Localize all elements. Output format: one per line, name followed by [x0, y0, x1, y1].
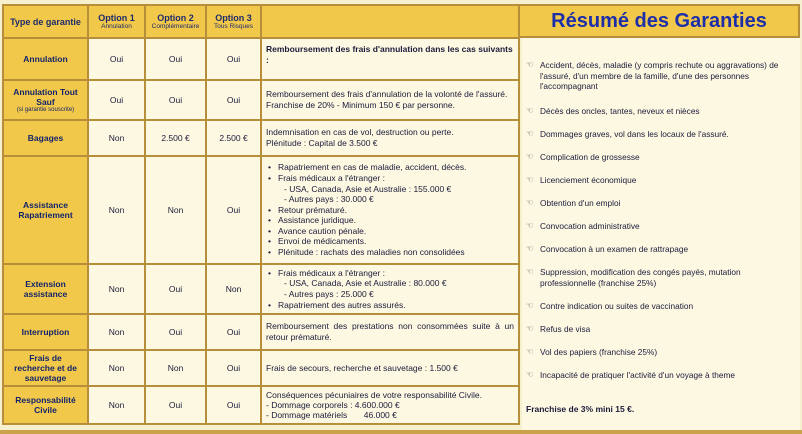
list-item: • Plénitude : rachats des maladies non consolidées [278, 247, 514, 258]
list-item: ☜ Convocation à un examen de rattrapage [526, 244, 689, 254]
row-description: Frais de secours, recherche et sauvetage : 1.500 € [261, 350, 519, 386]
list-item: - Autres pays : 30.000 € [284, 194, 374, 205]
hand-pointer-icon: ☜ [526, 301, 534, 310]
option-2-value: Oui [145, 386, 206, 424]
list-item: - USA, Canada, Asie et Australie : 155.000 € [284, 183, 452, 194]
list-item: ☜ Refus de visa [526, 324, 591, 334]
option-2-value: Non [145, 156, 206, 264]
hand-pointer-icon: ☜ [526, 267, 534, 276]
table-row-annulation [3, 38, 519, 80]
hand-pointer-icon: ☜ [526, 324, 534, 333]
list-item: - USA, Canada, Asie et Australie : 80.000 € [284, 278, 447, 289]
option-1-value: Non [88, 314, 145, 350]
option-2-value: Oui [145, 80, 206, 120]
row-description: Conséquences pécuniaires de votre responsabilité Civile. - Dommage corporels : 4.600.000 € - Dommage matériels 46.000 € [261, 386, 519, 424]
option-1-value: Non [88, 120, 145, 156]
header-option-1: Option 1 Annulation [88, 5, 145, 38]
list-item: - Autres pays : 25.000 € [284, 289, 374, 299]
list-item: • Frais médicaux a l'étranger : [278, 173, 514, 184]
list-item: • Assistance juridique. [278, 215, 514, 226]
list-item: • Frais médicaux a l'étranger : [278, 268, 514, 279]
option-3-value: Oui [206, 386, 261, 424]
row-label: Frais de recherche et de sauvetage [3, 350, 88, 386]
row-label: Extension assistance [3, 264, 88, 314]
hand-pointer-icon: ☜ [526, 244, 534, 253]
hand-pointer-icon: ☜ [526, 198, 534, 207]
list-item: ☜ Contre indication ou suites de vaccination [526, 301, 694, 311]
row-description [261, 156, 519, 264]
hand-pointer-icon: ☜ [526, 60, 534, 69]
row-label: Bagages [3, 120, 88, 156]
row-description: Remboursement des prestations non consommées suite à un retour prématuré. [261, 314, 519, 350]
row-label: Annulation Tout Sauf (si garantie souscrite) [3, 80, 88, 120]
option-2-value: Non [145, 350, 206, 386]
table-row-recherche [3, 350, 519, 386]
option-2-value: Oui [145, 38, 206, 80]
list-item: ☜ Obtention d'un emploi [526, 198, 621, 208]
guarantees-table [2, 4, 520, 425]
list-item: ☜ Complication de grossesse [526, 152, 640, 162]
list-item: ☜ Incapacité de pratiquer l'activité d'un voyage à theme [526, 370, 736, 380]
option-1-value: Oui [88, 80, 145, 120]
list-item: • Rapatriement des autres assurés. [278, 300, 514, 311]
annulation-causes-list [522, 38, 800, 430]
table-row-responsabilite [3, 386, 519, 424]
list-item: • Envoi de médicaments. [278, 236, 514, 247]
hand-pointer-icon: ☜ [526, 221, 534, 230]
table-row-assistance [3, 156, 519, 264]
row-description: Remboursement des frais d'annulation de la volonté de l'assuré. Franchise de 20% - Minimum 150 € par personne. [261, 80, 519, 120]
bottom-border [0, 430, 802, 434]
option-1-value: Non [88, 350, 145, 386]
list-item: ☜ Accident, décès, maladie (y compris rechute ou aggravations) de l'assuré, d'un membre de la famille, d'une des personnes l'accompagnant [526, 60, 779, 91]
row-description: Remboursement des frais d'annulation dans les cas suivants : [261, 38, 519, 80]
header-option-3: Option 3 Tous Risques [206, 5, 261, 38]
table-row-bagages [3, 120, 519, 156]
header-description [261, 5, 519, 38]
option-3-value: Oui [206, 314, 261, 350]
option-3-value: 2.500 € [206, 120, 261, 156]
header-type-garantie: Type de garantie [3, 5, 88, 38]
option-3-value: Oui [206, 80, 261, 120]
option-3-value: Oui [206, 156, 261, 264]
option-1-value: Non [88, 264, 145, 314]
hand-pointer-icon: ☜ [526, 129, 534, 138]
list-item: ☜ Suppression, modification des congés payés, mutation professionnelle (franchise 25%) [526, 267, 741, 288]
list-item: • Retour prématuré. [278, 205, 514, 216]
option-2-value: Oui [145, 314, 206, 350]
hand-pointer-icon: ☜ [526, 175, 534, 184]
hand-pointer-icon: ☜ [526, 106, 534, 115]
franchise-note: Franchise de 3% mini 15 €. [526, 404, 635, 414]
option-3-value: Oui [206, 38, 261, 80]
list-item: ☜ Licenciement économique [526, 175, 637, 185]
list-item: • Rapatriement en cas de maladie, accident, décès. [278, 162, 514, 173]
option-1-value: Non [88, 156, 145, 264]
page-title: Résumé des Garanties [518, 4, 800, 38]
option-1-value: Oui [88, 38, 145, 80]
option-3-value: Non [206, 264, 261, 314]
option-3-value: Oui [206, 350, 261, 386]
row-description: Indemnisation en cas de vol, destruction ou perte. Plénitude : Capital de 3.500 € [261, 120, 519, 156]
option-1-value: Non [88, 386, 145, 424]
header-option-2: Option 2 Complémentaire [145, 5, 206, 38]
option-2-value: Oui [145, 264, 206, 314]
list-item: • Avance caution pénale. [278, 226, 514, 237]
option-2-value: 2.500 € [145, 120, 206, 156]
table-row-interruption [3, 314, 519, 350]
row-label: Annulation [3, 38, 88, 80]
list-item: ☜ Décès des oncles, tantes, neveux et nièces [526, 106, 700, 116]
list-item: ☜ Dommages graves, vol dans les locaux de l'assuré. [526, 129, 729, 139]
row-label: Assistance Rapatriement [3, 156, 88, 264]
list-item: ☜ Vol des papiers (franchise 25%) [526, 347, 658, 357]
row-description [261, 264, 519, 314]
list-item: ☜ Convocation administrative [526, 221, 640, 231]
row-label: Interruption [3, 314, 88, 350]
row-label: Responsabilité Civile [3, 386, 88, 424]
hand-pointer-icon: ☜ [526, 370, 534, 379]
hand-pointer-icon: ☜ [526, 152, 534, 161]
hand-pointer-icon: ☜ [526, 347, 534, 356]
table-row-tout-sauf [3, 80, 519, 120]
table-row-extension [3, 264, 519, 314]
